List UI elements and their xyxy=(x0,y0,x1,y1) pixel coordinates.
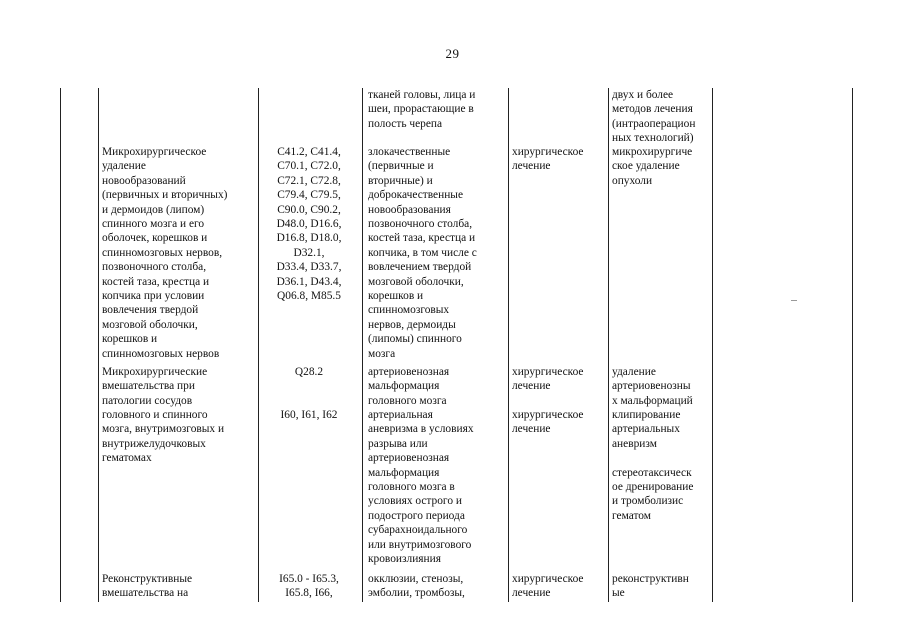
row-name-cell: головного и спинного мозга, внутримозговых и внутрижелудочковых гематомах xyxy=(102,409,225,465)
row-method-cell: двух и более методов лечения (интраоперацион ных технологий) xyxy=(612,89,696,145)
row-model-cell: злокачественные (первичные и вторичные) и доброкачественные новообразования позвоночного столба, костей таза, крестца и копчика, в том числе с вовлечением твердой мозговой оболочки, корешков и спинномозговых нервов, дермоиды (липомы) спинного мозга xyxy=(368,146,477,360)
row-model-cell: тканей головы, лица и шеи, прорастающие в полость черепа xyxy=(368,89,476,130)
scan-mark xyxy=(791,300,797,301)
row-model-cell: окклюзии, стенозы, эмболии, тромбозы, xyxy=(368,573,465,600)
row-method-cell: клипирование артериальных аневризм стереотаксическ ое дренирование и тромболизис гематом xyxy=(612,409,694,522)
row-name-cell: Микрохирургические вмешательства при патологии сосудов xyxy=(102,366,208,407)
column-divider xyxy=(98,88,99,602)
row-method-cell: удаление артериовенозны х мальформаций xyxy=(612,366,693,407)
page-number: 29 xyxy=(445,46,460,61)
row-type-cell: хирургическое лечение xyxy=(512,409,584,436)
column-divider xyxy=(712,88,713,602)
table-border-right xyxy=(852,88,853,602)
row-codes-cell: I65.0 - I65.3, I65.8, I66, xyxy=(279,573,339,600)
row-codes-cell: I60, I61, I62 xyxy=(280,409,338,421)
row-name-cell: Микрохирургическое удаление новообразований (первичных и вторичных) и дермоидов (липом) спинного мозга и его оболочек, корешков и спинномозговых нервов, позвоночного столба, костей таза, крестца и копчика при условии вовлечения твердой мозговой оболочки, корешков и спинномозговых нервов xyxy=(102,146,228,360)
row-codes-cell: C41.2, C41.4, C70.1, C72.0, C72.1, C72.8, C79.4, C79.5, C90.0, C90.2, D48.0, D16.6, D16.8, D18.0, D32.1, D33.4, D33.7, D36.1, D43.4, Q06.8, M85.5 xyxy=(276,146,342,303)
row-model-cell: артериовенозная мальформация головного мозга xyxy=(368,366,450,407)
row-model-cell: артериальная аневризма в условиях разрыва или артериовенозная мальформация головного мозга в условиях острого и подострого периода субарахноидального или внутримозгового кровоизлияния xyxy=(368,409,474,566)
column-divider xyxy=(508,88,509,602)
row-type-cell: хирургическое лечение xyxy=(512,573,584,600)
row-codes-cell: Q28.2 xyxy=(294,366,324,378)
row-type-cell: хирургическое лечение xyxy=(512,366,584,393)
row-type-cell: хирургическое лечение xyxy=(512,146,584,173)
table-border-left xyxy=(60,88,61,602)
row-method-cell: реконструктивн ые xyxy=(612,573,689,600)
row-method-cell: микрохирургиче ское удаление опухоли xyxy=(612,146,693,187)
column-divider xyxy=(362,88,363,602)
column-divider xyxy=(608,88,609,602)
row-name-cell: Реконструктивные вмешательства на xyxy=(102,573,193,600)
